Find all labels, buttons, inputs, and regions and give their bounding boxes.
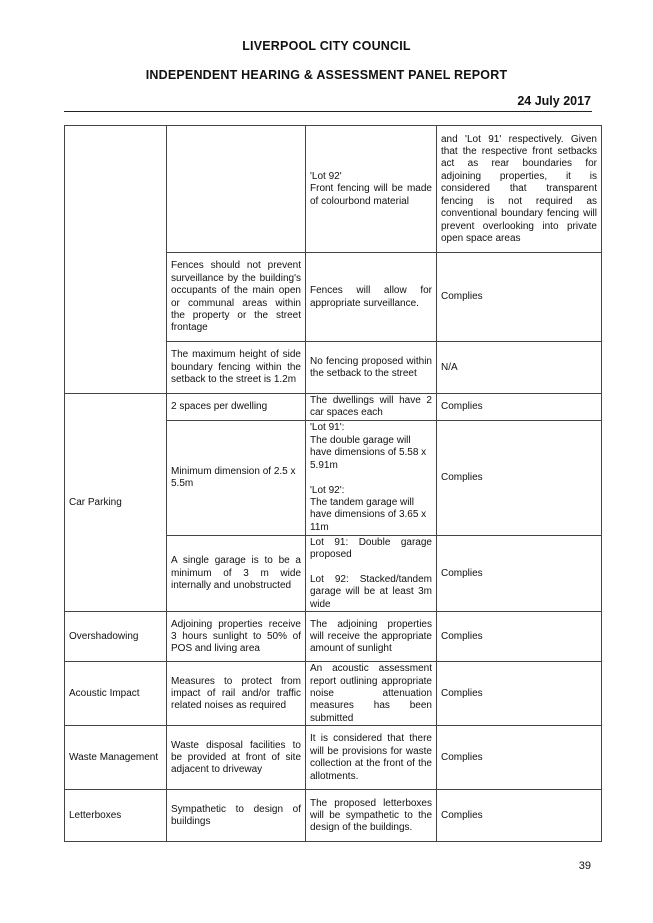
compliance-cell: Complies	[437, 394, 602, 421]
compliance-cell: Complies	[437, 612, 602, 662]
control-cell: Adjoining properties receive 3 hours sunlight to 50% of POS and living area	[167, 612, 306, 662]
compliance-cell: Complies	[437, 420, 602, 535]
proposal-cell: No fencing proposed within the setback to the street	[306, 342, 437, 394]
compliance-table	[64, 125, 602, 842]
control-cell: Minimum dimension of 2.5 x 5.5m	[167, 420, 306, 535]
table-row	[65, 126, 602, 253]
category-cell	[65, 126, 167, 394]
category-cell: Car Parking	[65, 394, 167, 612]
report-title: INDEPENDENT HEARING & ASSESSMENT PANEL REPORT	[145, 68, 508, 82]
proposal-cell: 'Lot 91': The double garage will have dimensions of 5.58 x 5.91m 'Lot 92': The tandem garage will have dimensions of 3.65 x 11m	[306, 420, 437, 535]
compliance-cell: Complies	[437, 253, 602, 342]
proposal-cell: Fences will allow for appropriate surveillance.	[306, 253, 437, 342]
control-cell: A single garage is to be a minimum of 3 m wide internally and unobstructed	[167, 535, 306, 611]
category-cell: Overshadowing	[65, 612, 167, 662]
control-cell: Measures to protect from impact of rail and/or traffic related noises as required	[167, 662, 306, 726]
control-cell: Fences should not prevent surveillance by the building's occupants of the main open or communal areas within the property or the street frontage	[167, 253, 306, 342]
report-date: 24 July 2017	[517, 94, 591, 108]
proposal-cell: Lot 91: Double garage proposed Lot 92: Stacked/tandem garage will be at least 3m wide	[306, 535, 437, 611]
proposal-cell: It is considered that there will be provisions for waste collection at the front of the allotments.	[306, 726, 437, 790]
control-cell: Sympathetic to design of buildings	[167, 790, 306, 842]
proposal-cell: An acoustic assessment report outlining appropriate noise attenuation measures has been submitted	[306, 662, 437, 726]
table-row	[65, 726, 602, 790]
compliance-cell: N/A	[437, 342, 602, 394]
proposal-cell: The adjoining properties will receive the appropriate amount of sunlight	[306, 612, 437, 662]
table-row	[65, 612, 602, 662]
compliance-cell: Complies	[437, 726, 602, 790]
proposal-cell: 'Lot 92' Front fencing will be made of colourbond material	[306, 126, 437, 253]
council-name: LIVERPOOL CITY COUNCIL	[242, 39, 411, 53]
category-cell: Acoustic Impact	[65, 662, 167, 726]
table-row	[65, 790, 602, 842]
table-row	[65, 394, 602, 421]
category-cell: Waste Management	[65, 726, 167, 790]
control-cell: Waste disposal facilities to be provided at front of site adjacent to driveway	[167, 726, 306, 790]
proposal-cell: The dwellings will have 2 car spaces each	[306, 394, 437, 421]
control-cell: The maximum height of side boundary fencing within the setback to the street is 1.2m	[167, 342, 306, 394]
control-cell	[167, 126, 306, 253]
compliance-cell: and 'Lot 91' respectively. Given that the respective front setbacks act as rear boundaries for adjoining properties, it is considered that transparent fencing is not required as conventional boundary fencing will prevent overlooking into private open space areas	[437, 126, 602, 253]
proposal-cell: The proposed letterboxes will be sympathetic to the design of the buildings.	[306, 790, 437, 842]
compliance-cell: Complies	[437, 662, 602, 726]
compliance-cell: Complies	[437, 790, 602, 842]
header-rule	[64, 111, 592, 112]
control-cell: 2 spaces per dwelling	[167, 394, 306, 421]
compliance-cell: Complies	[437, 535, 602, 611]
page-number: 39	[578, 860, 591, 872]
category-cell: Letterboxes	[65, 790, 167, 842]
table-row	[65, 662, 602, 726]
